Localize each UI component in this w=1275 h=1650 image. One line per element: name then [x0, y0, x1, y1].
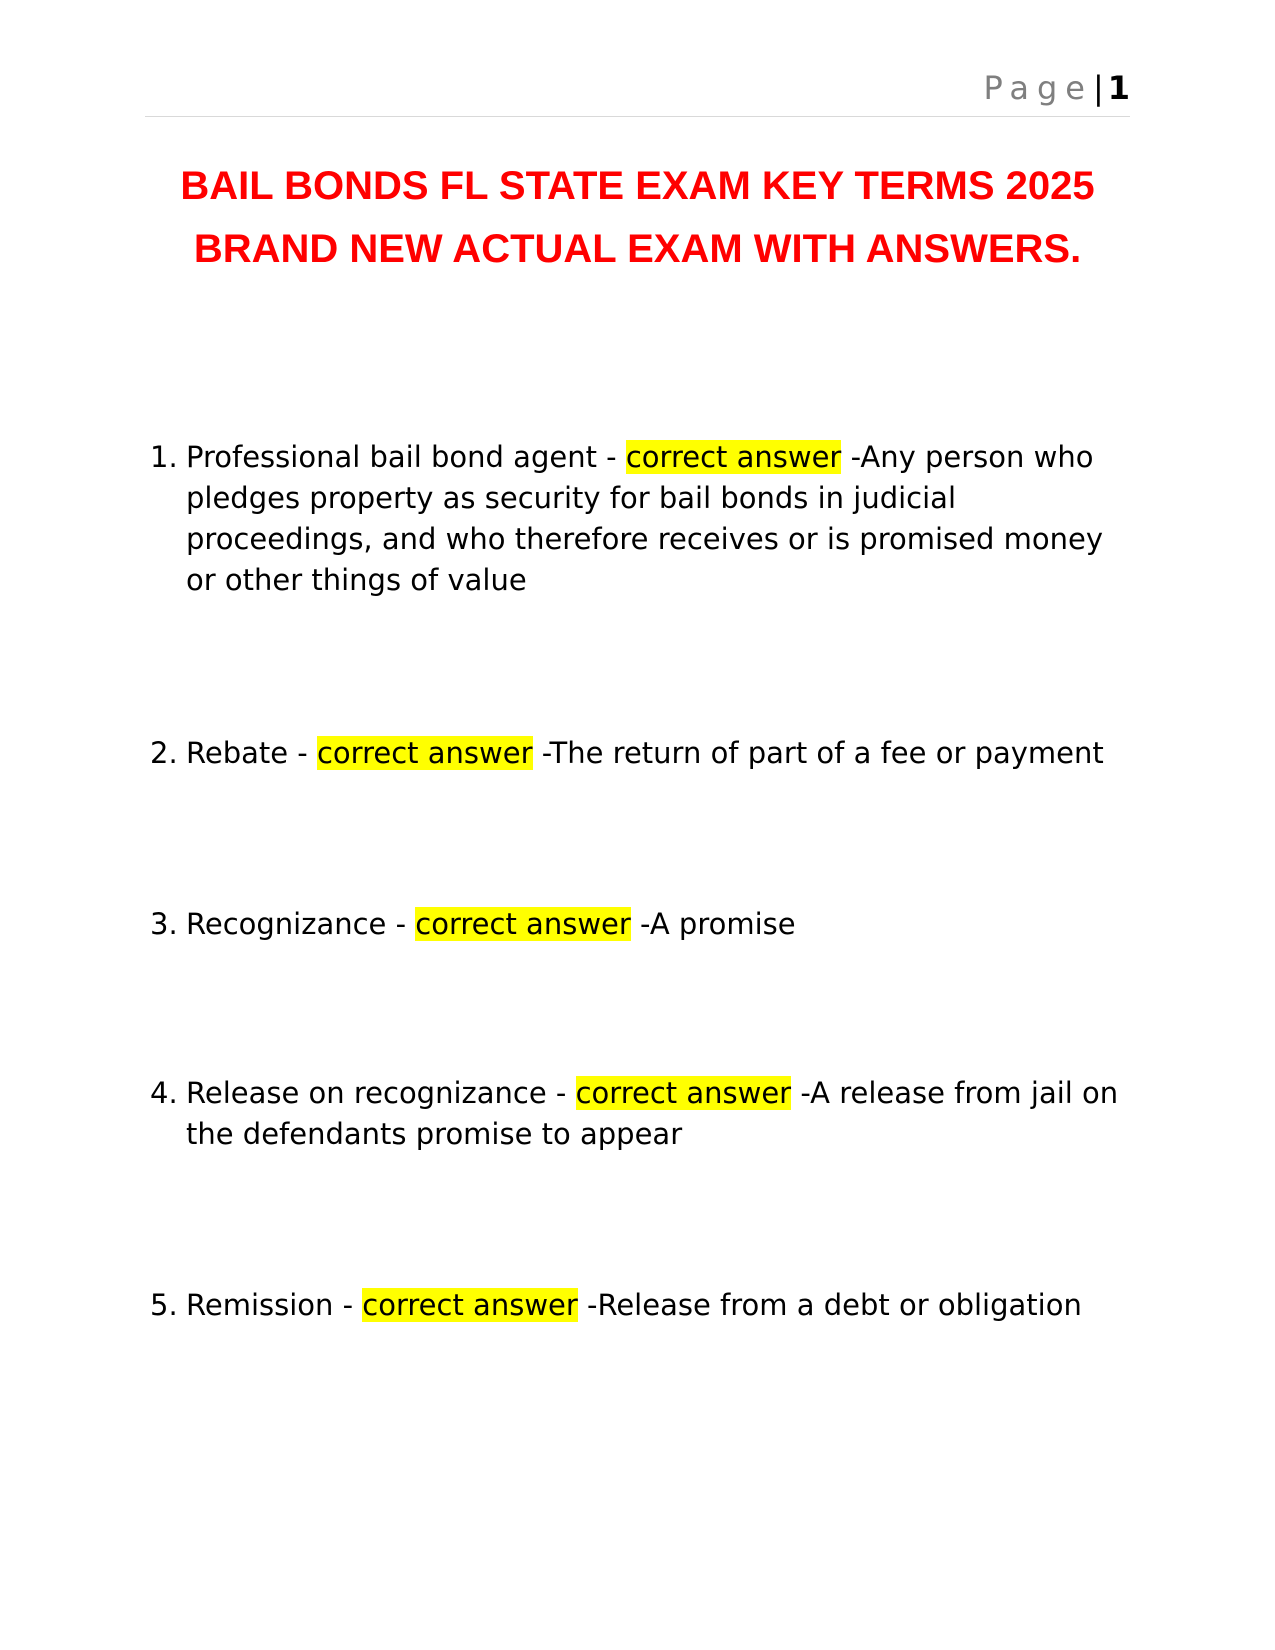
list-item	[150, 1073, 1135, 1155]
definition-text: -The return of part of a fee or payment	[541, 736, 1104, 770]
answer-highlight: correct answer	[575, 1076, 792, 1110]
definition-text: -Release from a debt or obligation	[587, 1288, 1082, 1322]
item-number: 5.	[150, 1288, 178, 1322]
answer-highlight: correct answer	[316, 736, 533, 770]
answer-highlight: correct answer	[415, 907, 631, 941]
term-text: Remission -	[186, 1288, 354, 1322]
list-item	[150, 437, 1135, 601]
item-number: 2.	[150, 736, 178, 770]
item-number: 3.	[150, 907, 178, 941]
page-number: 1	[1107, 69, 1130, 107]
definition-text: -A promise	[640, 907, 796, 941]
item-body	[186, 733, 1135, 774]
item-body	[186, 1285, 1135, 1326]
item-number: 4.	[150, 1076, 178, 1110]
list-item	[150, 1285, 1135, 1326]
page-separator: |	[1092, 69, 1104, 107]
definition-text: -Any person who pledges property as security for bail bonds in judicial proceedings, and who therefore receives or is promised money or other things of value	[186, 440, 1103, 597]
term-text: Release on recognizance -	[186, 1076, 567, 1110]
page-header	[145, 70, 1130, 117]
term-text: Recognizance -	[186, 907, 407, 941]
term-text: Rebate -	[186, 736, 308, 770]
document-title: BAIL BONDS FL STATE EXAM KEY TERMS 2025 BRAND NEW ACTUAL EXAM WITH ANSWERS.	[180, 164, 1095, 271]
list-item	[150, 733, 1135, 774]
answer-highlight: correct answer	[625, 440, 842, 474]
item-number: 1.	[150, 440, 178, 474]
page-word: Page	[983, 69, 1093, 107]
list-item	[150, 904, 1135, 945]
item-body	[186, 1073, 1135, 1155]
definition-text: -A release from jail on the defendants promise to appear	[186, 1076, 1119, 1151]
item-body	[186, 437, 1135, 601]
page-number-label	[983, 69, 1130, 107]
answer-highlight: correct answer	[362, 1288, 578, 1322]
term-text: Professional bail bond agent -	[186, 440, 617, 474]
item-body	[186, 904, 1135, 945]
